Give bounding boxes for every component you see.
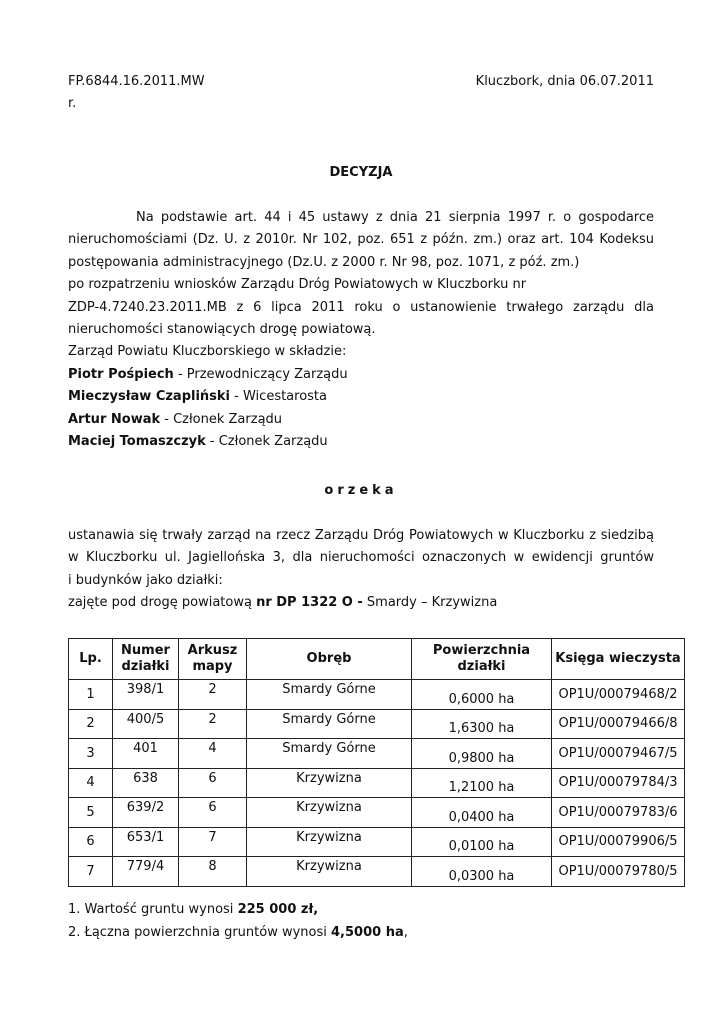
parcels-table [68,638,685,887]
cell-obreb: Smardy Górne [247,709,412,739]
cell-lp: 3 [69,739,113,769]
decision-line [68,592,654,614]
decision-line: i budynków jako działki: [68,572,223,588]
road-number: nr DP 1322 O - [256,595,363,611]
table-row [69,857,685,887]
board-member [68,431,654,453]
board-member-role: - Członek Zarządu [205,434,328,450]
cell-lp: 6 [69,827,113,857]
cell-powierzchnia: 0,9800 ha [412,739,552,769]
board-member-name: Mieczysław Czapliński [68,389,231,405]
cell-numer: 639/2 [113,798,179,828]
cell-arkusz: 2 [179,680,247,710]
table-header-row [69,639,685,680]
board-member-role: - Wicestarosta [230,389,327,405]
reference-number: FP.6844.16.2011.MW [68,74,205,89]
cell-lp: 5 [69,798,113,828]
board-member [68,409,654,431]
legal-basis-line: ZDP-4.7240.23.2011.MB z 6 lipca 2011 roku o ustanowienie trwałego zarządu dla [68,299,654,315]
table-row [69,798,685,828]
table-row [69,827,685,857]
cell-obreb: Smardy Górne [247,680,412,710]
cell-powierzchnia: 0,6000 ha [412,680,552,710]
legal-basis [68,207,654,453]
cell-ksiega: OP1U/00079783/6 [552,798,685,828]
summary-point [68,898,654,921]
cell-obreb: Krzywizna [247,827,412,857]
header-arkusz: Arkusz mapy [179,639,247,680]
cell-lp: 7 [69,857,113,887]
summary-point-suffix: , [403,925,408,940]
cell-powierzchnia: 1,2100 ha [412,768,552,798]
cell-arkusz: 2 [179,709,247,739]
cell-numer: 398/1 [113,680,179,710]
summary-point-text: 1. Wartość gruntu wynosi [68,902,238,917]
cell-ksiega: OP1U/00079466/8 [552,709,685,739]
header-lp: Lp. [69,639,113,680]
cell-ksiega: OP1U/00079784/3 [552,768,685,798]
cell-arkusz: 4 [179,739,247,769]
board-member-name: Piotr Pośpiech [68,366,174,382]
board-member-role: - Członek Zarządu [160,411,283,427]
legal-basis-line: po rozpatrzeniu wniosków Zarządu Dróg Powiatowych w Kluczborku nr [68,277,527,293]
orzeka-heading: orzeka [324,483,398,498]
cell-numer: 400/5 [113,709,179,739]
header-powierzchnia: Powierzchnia działki [412,639,552,680]
summary-point-value: 4,5000 ha [331,925,404,940]
board-member-role: - Przewodniczący Zarządu [173,366,348,382]
decision-text [68,525,654,615]
board-member-name: Artur Nowak [68,411,161,427]
document-title: DECYZJA [329,165,393,180]
cell-numer: 401 [113,739,179,769]
cell-ksiega: OP1U/00079780/5 [552,857,685,887]
table-row [69,709,685,739]
date-suffix: r. [68,96,77,111]
cell-ksiega: OP1U/00079906/5 [552,827,685,857]
cell-powierzchnia: 0,0300 ha [412,857,552,887]
decision-road-post: Smardy – Krzywizna [362,595,498,611]
summary-points [68,898,654,944]
cell-ksiega: OP1U/00079467/5 [552,739,685,769]
summary-point-text: 2. Łączna powierzchnia gruntów wynosi [68,925,331,940]
decision-line: ustanawia się trwały zarząd na rzecz Zarządu Dróg Powiatowych w Kluczborku z siedzibą [68,528,654,543]
cell-obreb: Krzywizna [247,857,412,887]
table-row [69,739,685,769]
cell-numer: 653/1 [113,827,179,857]
cell-arkusz: 7 [179,827,247,857]
header-obreb: Obręb [247,639,412,680]
decision-line: w Kluczborku ul. Jagiellońska 3, dla nieruchomości oznaczonych w ewidencji gruntów [68,550,654,566]
cell-powierzchnia: 1,6300 ha [412,709,552,739]
cell-lp: 2 [69,709,113,739]
cell-numer: 779/4 [113,857,179,887]
cell-numer: 638 [113,768,179,798]
legal-basis-line: Na podstawie art. 44 i 45 ustawy z dnia 21 sierpnia 1997 r. o gospodarce [136,210,654,225]
cell-powierzchnia: 0,0400 ha [412,798,552,828]
cell-arkusz: 8 [179,857,247,887]
legal-basis-line: nieruchomościami (Dz. U. z 2010r. Nr 102, poz. 651 z późn. zm.) oraz art. 104 Kodeksu [68,232,654,248]
board-member-name: Maciej Tomaszczyk [68,434,206,450]
board-member [68,364,654,386]
cell-obreb: Krzywizna [247,798,412,828]
cell-lp: 1 [69,680,113,710]
cell-obreb: Smardy Górne [247,739,412,769]
legal-basis-line: nieruchomości stanowiących drogę powiatową. [68,322,376,338]
header-numer: Numer działki [113,639,179,680]
board-member [68,386,654,408]
legal-basis-line: postępowania administracyjnego (Dz.U. z 2000 r. Nr 98, poz. 1071, z póź. zm.) [68,254,580,270]
board-intro: Zarząd Powiatu Kluczborskiego w składzie: [68,344,347,360]
cell-ksiega: OP1U/00079468/2 [552,680,685,710]
header-ksiega: Księga wieczysta [552,639,685,680]
cell-obreb: Krzywizna [247,768,412,798]
cell-lp: 4 [69,768,113,798]
table-row [69,768,685,798]
decision-road-pre: zajęte pod drogę powiatową [68,595,257,611]
cell-arkusz: 6 [179,768,247,798]
summary-point [68,921,654,944]
summary-point-value: 225 000 zł, [237,902,319,917]
cell-arkusz: 6 [179,798,247,828]
place-date: Kluczbork, dnia 06.07.2011 [475,74,654,89]
table-row [69,680,685,710]
cell-powierzchnia: 0,0100 ha [412,827,552,857]
